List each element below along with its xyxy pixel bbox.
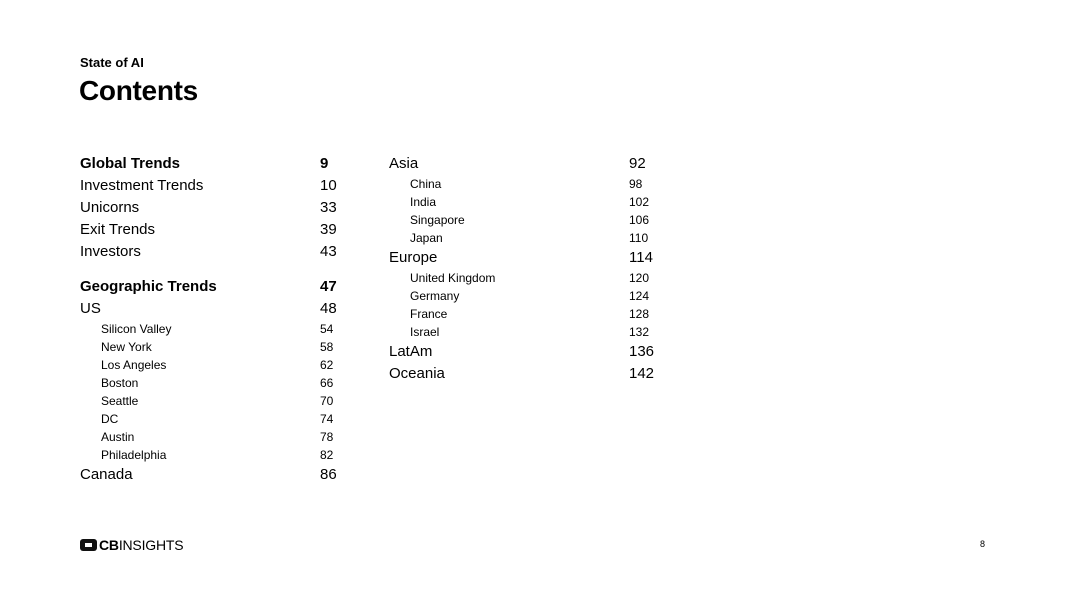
- toc-entry[interactable]: [80, 197, 350, 219]
- toc-spacer: [80, 263, 350, 276]
- toc-entry[interactable]: [80, 219, 350, 241]
- toc-entry[interactable]: [80, 392, 350, 410]
- toc-entry-page: 47: [320, 278, 337, 295]
- toc-entry-page: 9: [320, 155, 329, 172]
- toc-entry[interactable]: [80, 320, 350, 338]
- toc-entry-page: 70: [320, 394, 334, 408]
- toc-entry-page: 106: [629, 213, 650, 227]
- toc-entry-label: LatAm: [389, 343, 433, 360]
- toc-entry-page: 110: [629, 231, 649, 245]
- toc-entry[interactable]: [389, 287, 669, 305]
- toc-entry[interactable]: [80, 276, 350, 298]
- toc-entry-label: China: [410, 177, 442, 191]
- toc-entry-label: Europe: [389, 249, 438, 266]
- toc-entry-page: 92: [629, 155, 646, 172]
- logo-text-bold: CB: [99, 537, 119, 553]
- toc-entry[interactable]: [389, 153, 669, 175]
- toc-entry-page: 78: [320, 430, 334, 444]
- toc-entry-label: Singapore: [410, 213, 465, 227]
- toc-entry-page: 102: [629, 195, 650, 209]
- toc-entry-page: 86: [320, 466, 337, 483]
- toc-entry[interactable]: [80, 446, 350, 464]
- toc-entry-page: 10: [320, 177, 337, 194]
- toc-entry-page: 74: [320, 412, 334, 426]
- kicker-label: State of AI: [80, 55, 144, 70]
- toc-entry[interactable]: [80, 241, 350, 263]
- toc-entry[interactable]: [389, 193, 669, 211]
- toc-entry[interactable]: [80, 464, 350, 486]
- toc-entry-page: 136: [629, 343, 655, 360]
- toc-entry-label: France: [410, 307, 448, 321]
- toc-entry-page: 142: [629, 365, 655, 382]
- toc-entry-label: Geographic Trends: [80, 278, 217, 295]
- toc-entry-page: 48: [320, 300, 337, 317]
- toc-entry-label: Austin: [101, 430, 135, 444]
- toc-entry[interactable]: [389, 269, 669, 287]
- toc-entry[interactable]: [80, 175, 350, 197]
- toc-entry-page: 54: [320, 322, 334, 336]
- toc-entry[interactable]: [80, 374, 350, 392]
- toc-entry[interactable]: [80, 356, 350, 374]
- toc-entry-label: Oceania: [389, 365, 445, 382]
- toc-entry-label: United Kingdom: [410, 271, 496, 285]
- page-number: 8: [980, 539, 986, 549]
- toc-entry-label: DC: [101, 412, 119, 426]
- toc-entry-label: Investors: [80, 243, 141, 260]
- toc-entry-page: 124: [629, 289, 650, 303]
- toc-entry-page: 33: [320, 199, 337, 216]
- toc-entry-label: US: [80, 300, 101, 317]
- toc-entry-page: 132: [629, 325, 650, 339]
- toc-entry-label: Exit Trends: [80, 221, 156, 238]
- toc-entry-page: 128: [629, 307, 650, 321]
- toc-entry[interactable]: [80, 410, 350, 428]
- toc-entry[interactable]: [389, 229, 669, 247]
- toc-entry-page: 39: [320, 221, 337, 238]
- toc-entry[interactable]: [389, 341, 669, 363]
- toc-entry[interactable]: [80, 338, 350, 356]
- toc-entry-page: 62: [320, 358, 334, 372]
- toc-entry[interactable]: [389, 175, 669, 193]
- toc-entry-page: 82: [320, 448, 334, 462]
- toc-entry[interactable]: [80, 153, 350, 175]
- toc-entry-label: India: [410, 195, 437, 209]
- toc-entry[interactable]: [80, 428, 350, 446]
- logo-text-rest: INSIGHTS: [118, 537, 184, 553]
- toc-entry-label: Asia: [389, 155, 419, 172]
- toc-entry-page: 43: [320, 243, 337, 260]
- cb-insights-logo: [80, 536, 183, 554]
- toc-entry-label: Global Trends: [80, 155, 181, 172]
- toc-entry-page: 114: [629, 249, 653, 266]
- toc-entry[interactable]: [389, 305, 669, 323]
- toc-entry-label: Investment Trends: [80, 177, 204, 194]
- toc-entry[interactable]: [389, 323, 669, 341]
- toc-entry[interactable]: [389, 363, 669, 385]
- toc-entry-label: Philadelphia: [101, 448, 167, 462]
- toc-entry-label: Germany: [410, 289, 460, 303]
- toc-entry-page: 58: [320, 340, 334, 354]
- toc-entry-page: 120: [629, 271, 650, 285]
- toc-entry-label: Boston: [101, 376, 139, 390]
- toc-entry-page: 98: [629, 177, 643, 191]
- page-title: Contents: [79, 75, 198, 106]
- toc-entry-label: New York: [101, 340, 152, 354]
- toc-entry-label: Japan: [410, 231, 443, 245]
- toc-entry[interactable]: [80, 298, 350, 320]
- toc-entry-label: Canada: [80, 466, 133, 483]
- toc-entry-label: Seattle: [101, 394, 139, 408]
- toc-entry[interactable]: [389, 247, 669, 269]
- toc-entry-label: Unicorns: [80, 199, 140, 216]
- toc-column-right: [389, 153, 669, 385]
- cb-insights-logo-icon: [80, 539, 97, 551]
- toc-column-left: [80, 153, 350, 486]
- toc-entry-page: 66: [320, 376, 334, 390]
- toc-entry-label: Israel: [410, 325, 440, 339]
- toc-entry[interactable]: [389, 211, 669, 229]
- toc-entry-label: Silicon Valley: [101, 322, 172, 336]
- toc-entry-label: Los Angeles: [101, 358, 167, 372]
